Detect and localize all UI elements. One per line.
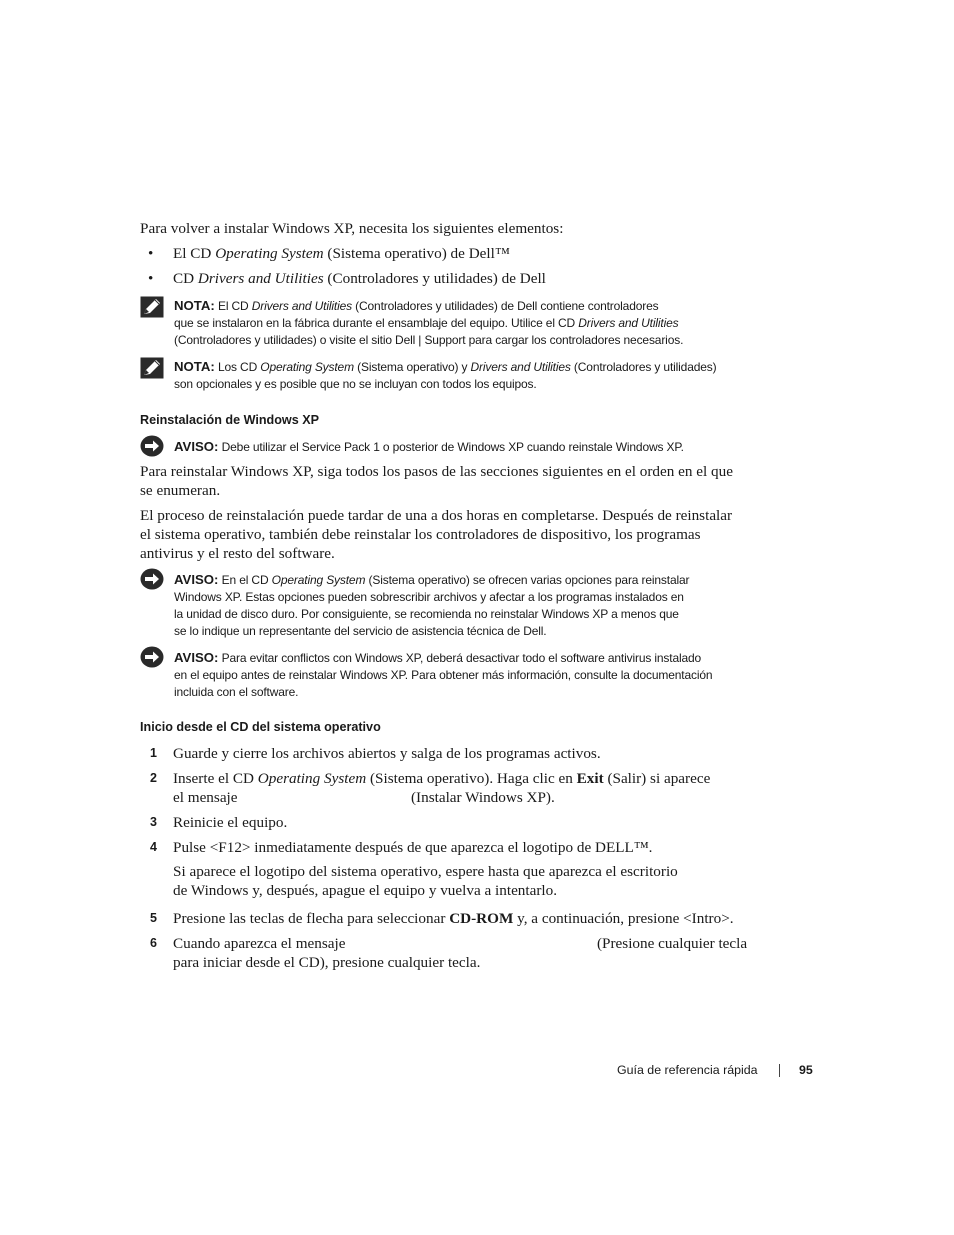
notice-arrow-icon [140, 568, 164, 590]
step-text: Presione las teclas de flecha para seleccionar CD-ROM y, a continuación, presione <Intro>. [173, 910, 734, 927]
step-number: 5 [150, 911, 157, 925]
note-1: NOTA: El CD Drivers and Utilities (Controladores y utilidades) de Dell contiene controladores que se instalaron en la fábrica durante el ensamblaje del equipo. Utilice el CD Drivers and Utilities (Controladores y utilidades) o visite el sitio Dell | Support para cargar los controladores necesarios. [174, 298, 684, 347]
step-text: Pulse <F12> inmediatamente después de que aparezca el logotipo de DELL™. [173, 839, 653, 856]
footer-divider [779, 1064, 780, 1077]
bullet-dot: • [148, 245, 154, 262]
note-2: NOTA: Los CD Operating System (Sistema operativo) y Drivers and Utilities (Controladores y utilidades) son opcionales y es posible que no se incluyan con todos los equipos. [174, 359, 717, 391]
paragraph: El proceso de reinstalación puede tardar de una a dos horas en completarse. Después de reinstalar el sistema operativo, también debe reinstalar los controladores de dispositivo, los programas antivirus y el resto del software. [140, 507, 733, 562]
intro-text: Para volver a instalar Windows XP, necesita los siguientes elementos: [140, 220, 564, 237]
step-subtext: Si aparece el logotipo del sistema operativo, espere hasta que aparezca el escritorio de Windows y, después, apague el equipo y vuelva a intentarlo. [173, 863, 678, 899]
bullet-dot: • [148, 270, 154, 287]
paragraph: Para reinstalar Windows XP, siga todos los pasos de las secciones siguientes en el orden en el que se enumeran. [140, 463, 733, 499]
page-number: 95 [799, 1063, 813, 1077]
step-number: 6 [150, 936, 157, 950]
step-number: 4 [150, 840, 157, 854]
note-pencil-icon [140, 357, 164, 379]
notice-arrow-icon [140, 646, 164, 668]
step-number: 2 [150, 771, 157, 785]
step-text: Reinicie el equipo. [173, 814, 288, 831]
bullet-item: CD Drivers and Utilities (Controladores y utilidades) de Dell [173, 270, 546, 287]
step-number: 1 [150, 746, 157, 760]
notice-2: AVISO: En el CD Operating System (Sistema operativo) se ofrecen varias opciones para reinstalar Windows XP. Estas opciones pueden sobrescribir archivos y afectar a los programas instalados en la unidad de disco duro. Por consiguiente, se recomienda no reinstalar Windows XP a menos que se lo indique un representante del servicio de asistencia técnica de Dell. [174, 572, 690, 638]
footer-title: Guía de referencia rápida [617, 1063, 758, 1077]
section-heading: Reinstalación de Windows XP [140, 413, 320, 427]
step-text: Cuando aparezca el mensaje (Presione cualquier tecla para iniciar desde el CD), presione cualquier tecla. [173, 935, 748, 971]
step-number: 3 [150, 815, 157, 829]
notice-3: AVISO: Para evitar conflictos con Windows XP, deberá desactivar todo el software antivirus instalado en el equipo antes de reinstalar Windows XP. Para obtener más información, consulte la documentación incluida con el software. [174, 650, 713, 699]
step-text: Guarde y cierre los archivos abiertos y salga de los programas activos. [173, 745, 601, 762]
notice-1: AVISO: Debe utilizar el Service Pack 1 o posterior de Windows XP cuando reinstale Windows XP. [174, 439, 684, 454]
section-heading: Inicio desde el CD del sistema operativo [140, 720, 381, 734]
note-pencil-icon [140, 296, 164, 318]
step-text: Inserte el CD Operating System (Sistema operativo). Haga clic en Exit (Salir) si aparece el mensaje (Instalar Windows XP). [173, 770, 711, 806]
notice-arrow-icon [140, 435, 164, 457]
bullet-item: El CD Operating System (Sistema operativo) de Dell™ [173, 245, 510, 262]
